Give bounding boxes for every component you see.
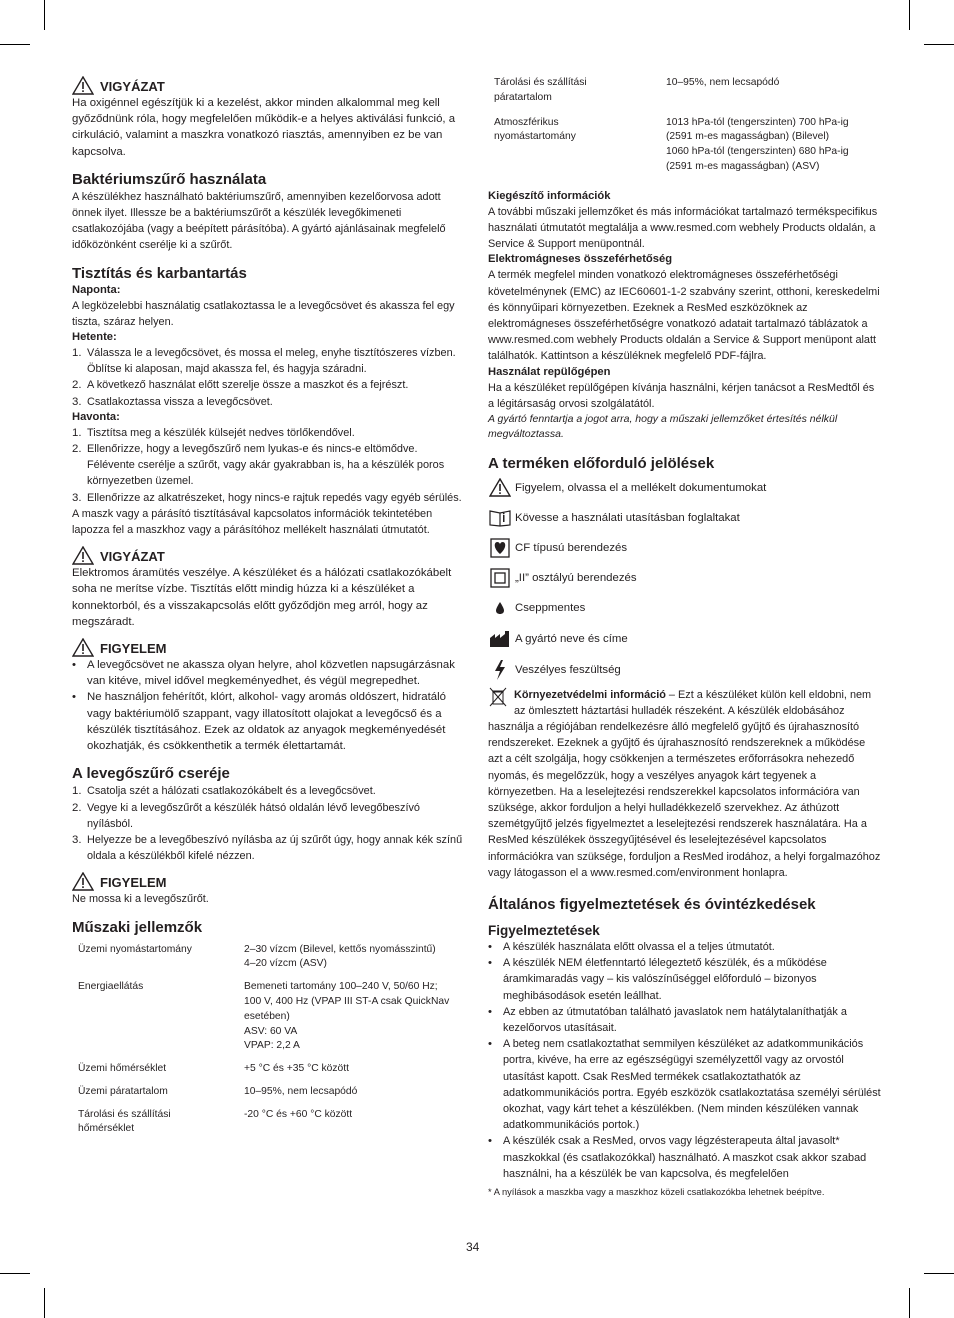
monthly-list: [72, 425, 466, 506]
spec-line: -20 °C és +60 °C között: [244, 1108, 353, 1120]
list-item: [72, 377, 466, 393]
bullet: •: [72, 691, 76, 704]
bullet: •: [488, 1005, 492, 1018]
spec-key: Atmoszférikus nyomástartomány: [494, 116, 576, 143]
symbol-row: [488, 477, 882, 499]
list-text: A levegőcsövet ne akassza olyan helyre, ahol közvetlen napsugárzásnak van kitéve, mivel idővel megkeményedhet, és végül megrepedhet.: [87, 659, 455, 688]
caution-heading: [72, 546, 466, 565]
bullet: •: [488, 957, 492, 970]
attention-list: [72, 657, 466, 754]
symbol-row: [488, 659, 882, 681]
section-heading: Műszaki jellemzők: [72, 918, 203, 936]
spacer: [244, 1054, 466, 1062]
spacer: [72, 1077, 242, 1085]
spec-key: Üzemi nyomástartomány: [78, 943, 192, 955]
drip-proof-icon: [488, 597, 512, 619]
list-text: Csatlakoztassa vissza a levegőcsövet.: [87, 395, 273, 408]
spec-table: [72, 943, 466, 1138]
spec-line: 2–30 vízcm (Bilevel, kettős nyomásszintű): [244, 943, 436, 955]
list-number: 3.: [72, 833, 82, 846]
symbol-row: [488, 597, 882, 619]
bullet: •: [488, 941, 492, 954]
caution-text: Elektromos áramütés veszélye. A készüléket és a hálózati csatlakozókábelt soha ne merítse vízbe. Tisztítás előtt mindig húzza ki a készüléket a konnektorból, és a visszakapcsolás előtt győződjön meg arról, hogy az megszáradt.: [72, 567, 452, 628]
list-item: [488, 1004, 882, 1036]
spacer: [244, 1077, 466, 1085]
right-column: [488, 76, 882, 1199]
list-text: Csatolja szét a hálózati csatlakozókábelt és a levegőcsövet.: [87, 785, 376, 798]
left-column: [72, 76, 466, 1137]
cf-type-icon: [488, 537, 512, 559]
subheading: Kiegészítő információk: [488, 189, 611, 202]
list-text: Vegye ki a levegőszűrőt a készülék hátsó oldalán lévő levegőbeszívó nyílásból.: [87, 801, 420, 830]
symbol-label: A gyártó neve és címe: [515, 632, 628, 645]
list-number: 2.: [72, 379, 82, 392]
spec-table-continued: [488, 76, 882, 175]
list-item: [72, 832, 466, 864]
warning-triangle-icon: [72, 638, 94, 657]
spacer: [244, 1100, 466, 1108]
symbol-row: [488, 507, 882, 529]
spec-value: [244, 1085, 466, 1100]
bullet: •: [72, 659, 76, 672]
list-number: 2.: [72, 443, 82, 456]
spacer: [72, 1100, 242, 1108]
subheading: Naponta:: [72, 283, 121, 296]
crop-mark: [44, 1288, 45, 1318]
spec-value: [244, 1108, 466, 1138]
list-text: Helyezze be a levegőbeszívó nyílásba az új szűrőt úgy, hogy annak kék színű oldala a készülékből kifelé nézzen.: [87, 833, 463, 863]
symbol-label: „II” osztályú berendezés: [515, 571, 637, 584]
list-item: [72, 394, 466, 410]
paragraph: A maszk vagy a párásító tisztításával kapcsolatos információk tekintetében lapozza fel a maszkhoz vagy a párásítóhoz mellékelt használati útmutatót.: [72, 507, 433, 537]
spec-line: Bemeneti tartomány 100–240 V, 50/60 Hz;: [244, 981, 438, 993]
paragraph: Ha a készüléket repülőgépen kívánja használni, kérjen tanácsot a ResMedtől és a légitársaság orvosi szolgálatától.: [488, 381, 875, 410]
crop-mark: [924, 1273, 954, 1274]
list-item: [488, 1133, 882, 1182]
list-number: 1.: [72, 426, 82, 439]
subheading: Havonta:: [72, 410, 120, 423]
list-item: [72, 425, 466, 441]
spacer: [666, 106, 882, 116]
environment-info: [488, 687, 882, 881]
environment-text: [488, 687, 882, 881]
manufacturer-icon: [488, 628, 512, 650]
symbol-row: [488, 567, 882, 589]
list-text: Ellenőrizze az alkatrészeket, hogy nincs-e rajtuk repedés vagy egyéb sérülés.: [87, 491, 462, 504]
footnote: * A nyílások a maszkba vagy a maszkhoz közeli csatlakozókba lehetnek beépítve.: [488, 1187, 825, 1198]
list-text: A beteg nem csatlakoztathat semmilyen készüléket az adatkommunikációs portra, kivéve, ha erre az egészségügyi személyzettől vagy az orvostól utasítást kapott. Csak ResMed termékek csatlakoztathatók az adatkommunikációs portra. Egyéb eszközök csatlakoztatása személyi sérülést okozhat, vagy kárt tehet a készülékben. (Nem minden készüléken vannak adatkommunikációs portok.): [503, 1038, 881, 1132]
crop-mark: [0, 44, 30, 45]
list-number: 3.: [72, 491, 82, 504]
spec-value: [666, 76, 882, 106]
list-number: 1.: [72, 347, 82, 360]
class-ii-icon: [488, 567, 512, 589]
symbol-label: Figyelem, olvassa el a mellékelt dokumentumokat: [515, 481, 767, 494]
subheading: Figyelmeztetések: [488, 923, 600, 939]
spec-line: 100 V, 400 Hz (VPAP III ST-A csak QuickNav: [244, 995, 450, 1007]
spacer: [244, 972, 466, 980]
spec-key: Energiaellátás: [78, 981, 144, 993]
paragraph: A termék megfelel minden vonatkozó elektromágneses összeférhetőségi követelménynek (EMC) az IEC60601-1-2 szabvány szerint, otthoni, kereskedelmi és könnyűipari környezetben. Ezeknek a ResMed eszközöknek az elektromágneses összeférhetőségre vonatkozó adatait tartalmazó táblázatok a www.resmed.com webhely Products oldalán a Service & Support menüpont alatt találhatók. Kattintson a készüléknek megfelelő PDF-fájlra.: [488, 269, 880, 363]
spec-line: (2591 m-es magasságban) (Bilevel): [666, 131, 830, 143]
warning-triangle-icon: [72, 872, 94, 891]
crop-mark: [44, 0, 45, 30]
paragraph: A legközelebbi használatig csatlakoztassa le a levegőcsövet és akassza fel egy tiszta, száraz helyen.: [72, 299, 455, 328]
caution-text: Ha oxigénnel egészítjük ki a kezelést, akkor minden alkalommal meg kell győződnünk róla, hogy megfelelően működik-e a helyes aktiválási funkció, a cirkuláció, valamint a maszkra vonatkozó riasztás, amennyiben ez be van kapcsolva.: [72, 97, 456, 158]
spacer: [72, 972, 242, 980]
spec-key: Tárolási és szállítási hőmérséklet: [78, 1108, 171, 1135]
list-number: 1.: [72, 785, 82, 798]
spec-line: 10–95%, nem lecsapódó: [666, 77, 780, 88]
crop-mark: [909, 1288, 910, 1318]
weekly-list: [72, 345, 466, 410]
spec-line: ASV: 60 VA: [244, 1025, 298, 1037]
section-heading: A terméken előforduló jelölések: [488, 454, 715, 472]
subheading: Használat repülőgépen: [488, 365, 611, 378]
spec-line: esetében): [244, 1010, 290, 1022]
warning-triangle-icon: [72, 546, 94, 565]
disclaimer: A gyártó fenntartja a jogot arra, hogy a műszaki jellemzőket értesítés nélkül megváltoztassa.: [488, 413, 838, 440]
section-heading: A levegőszűrő cseréje: [72, 765, 230, 783]
spec-line: (2591 m-es magasságban) (ASV): [666, 160, 820, 172]
warning-triangle-icon: [72, 76, 94, 95]
caution-title: VIGYÁZAT: [100, 79, 165, 94]
caution-heading: [72, 76, 466, 95]
list-text: A készülék csak a ResMed, orvos vagy légzésterapeuta által javasolt* maszkokkal (és csatlakozókkal) használható. A maszkot csak akkor szabad használni, ha a készülék be van kapcsolva, és megfelelően: [503, 1135, 867, 1180]
list-item: [72, 689, 466, 754]
subheading: Hetente:: [72, 331, 117, 344]
list-text: Az ebben az útmutatóban található javaslatok nem hatálytalaníthatják a kezelőorvos utasításait.: [503, 1005, 847, 1035]
list-number: 3.: [72, 395, 82, 408]
list-item: [72, 657, 466, 689]
warnings-list: [488, 939, 882, 1182]
environment-label: Környezetvédelmi információ: [514, 688, 666, 701]
replace-steps: [72, 783, 466, 864]
spec-value: [244, 1062, 466, 1077]
spec-key: Tárolási és szállítási páratartalom: [494, 77, 587, 103]
spec-value: [244, 980, 466, 1054]
voltage-icon: [488, 659, 512, 681]
bullet: •: [488, 1135, 492, 1148]
section-heading: Tisztítás és karbantartás: [72, 264, 247, 282]
paragraph: A készülékhez használható baktériumszűrő, amennyiben kezelőorvosa adott önnek ilyet. Illessze be a baktériumszűrőt a készülék levegőkimeneti csatlakozójába (vagy a beépített párásítóba). A gyártó ajánlásainak megfelelő időközönként cserélje ki a szűrőt.: [72, 190, 446, 252]
list-item: [72, 800, 466, 832]
paragraph: A további műszaki jellemzőket és más információkat tartalmazó termékspecifikus használati útmutatót megtalálja a www.resmed.com webhely Products oldalán, a Service & Support menüpontnál.: [488, 205, 878, 251]
list-text: A következő használat előtt szerelje össze a maszkot és a fejrészt.: [87, 379, 409, 392]
list-item: [72, 441, 466, 490]
list-text: Válassza le a levegőcsövet, és mossa el meleg, enyhe tisztítószeres vízben. Öblítse ki alaposan, majd akassza fel, és hagyja száradni.: [87, 347, 456, 376]
read-instructions-icon: [488, 507, 512, 529]
attention-title: FIGYELEM: [100, 875, 167, 891]
attention-heading: [72, 872, 466, 891]
warning-triangle-icon: [488, 477, 512, 499]
crop-mark: [924, 44, 954, 45]
crop-mark: [909, 0, 910, 30]
list-item: [72, 783, 466, 799]
spec-line: 1060 hPa-tól (tengerszinten) 680 hPa-ig: [666, 146, 849, 158]
spec-key: Üzemi páratartalom: [78, 1085, 168, 1097]
subheading: Elektromágneses összeférhetőség: [488, 253, 673, 266]
spec-value: [244, 943, 466, 973]
spec-line: 4–20 vízcm (ASV): [244, 958, 327, 970]
symbol-label: Veszélyes feszültség: [515, 663, 621, 676]
section-heading: Baktériumszűrő használata: [72, 170, 267, 188]
list-item: [72, 490, 466, 506]
list-item: [488, 955, 882, 1004]
attention-title: FIGYELEM: [100, 641, 167, 657]
spec-line: VPAP: 2,2 A: [244, 1040, 300, 1052]
spec-key: Üzemi hőmérséklet: [78, 1063, 167, 1075]
spacer: [488, 106, 664, 116]
list-item: [488, 1036, 882, 1133]
list-number: 2.: [72, 801, 82, 814]
list-text: A készülék használata előtt olvassa el a teljes útmutatót.: [503, 941, 775, 954]
section-heading: Általános figyelmeztetések és óvintézkedések: [488, 896, 816, 914]
spec-value: [666, 116, 882, 175]
bullet: •: [488, 1038, 492, 1051]
crossed-bin-icon: [488, 687, 510, 707]
list-text: Tisztítsa meg a készülék külsejét nedves törlőkendővel.: [87, 426, 355, 439]
symbol-label: Cseppmentes: [515, 601, 586, 614]
attention-heading: [72, 638, 466, 657]
page-number: 34: [466, 1240, 480, 1254]
caution-title: VIGYÁZAT: [100, 549, 165, 565]
symbol-row: [488, 537, 882, 559]
spec-line: 1013 hPa-tól (tengerszinten) 700 hPa-ig: [666, 116, 849, 128]
spacer: [72, 1054, 242, 1062]
spec-line: 10–95%, nem lecsapódó: [244, 1085, 358, 1097]
environment-body: – Ezt a készüléket külön kell eldobni, nem az ömlesztett háztartási hulladék részeként. A készülék eldobásához használja a régiójában rendelkezésre álló megfelelő gyűjtő és újrahasznosító rendszereket. Ezeknek a gyűjtő és újrahasznosító rendszereknek a működése azt a célt szolgálja, hogy csökkenjen a természetes erőforrásokra nehezedő nyomás, és megelőzzük, hogy a veszélyes anyagok kárt tegyenek a környezetben. Ha a leselejtezési rendszerekkel kapcsolatos információra van szüksége, akkor forduljon a helyi hulladékkezelő szervekhez. Az áthúzott szemétgyűjtő jelzés figyelmeztet a leselejtezési rendszerek használatára. Ha a ResMed készülékek összegyűjtésével és leselejtezésével kapcsolatos információkra van szüksége, forduljon a ResMed irodához, a helyi forgalmazóhoz vagy látogasson el a www.resmed.com/environment honlapra.: [488, 688, 881, 879]
spec-line: +5 °C és +35 °C között: [244, 1063, 349, 1075]
list-text: A készülék NEM életfenntartó lélegeztető készülék, és a működése áramkimaradás vagy – kis valószínűséggel előforduló – bizonyos meghibásodások esetén leállhat.: [503, 957, 827, 1002]
symbol-label: Kövesse a használati utasításban foglaltakat: [515, 511, 740, 524]
symbol-label: CF típusú berendezés: [515, 541, 628, 554]
attention-text: Ne mossa ki a levegőszűrőt.: [72, 893, 209, 906]
symbol-row: [488, 628, 882, 650]
list-text: Ellenőrizze, hogy a levegőszűrő nem lyukas-e és nincs-e eltömődve. Félévente cserélje a szűrőt, vagy akár gyakrabban is, ha a készülék poros környezetben üzemel.: [87, 443, 445, 488]
crop-mark: [0, 1273, 30, 1274]
list-text: Ne használjon fehérítőt, klórt, alkohol- vagy aromás oldószert, hidratáló vagy baktériumölő szappant, vagy illatosított olajokat a levegőcső és a készülék tisztításához. Ezek az oldatok az anyagok megkeményedését okozhatják, és csökkenthetik a termék élettartamát.: [87, 691, 446, 753]
list-item: [488, 939, 882, 955]
list-item: [72, 345, 466, 377]
